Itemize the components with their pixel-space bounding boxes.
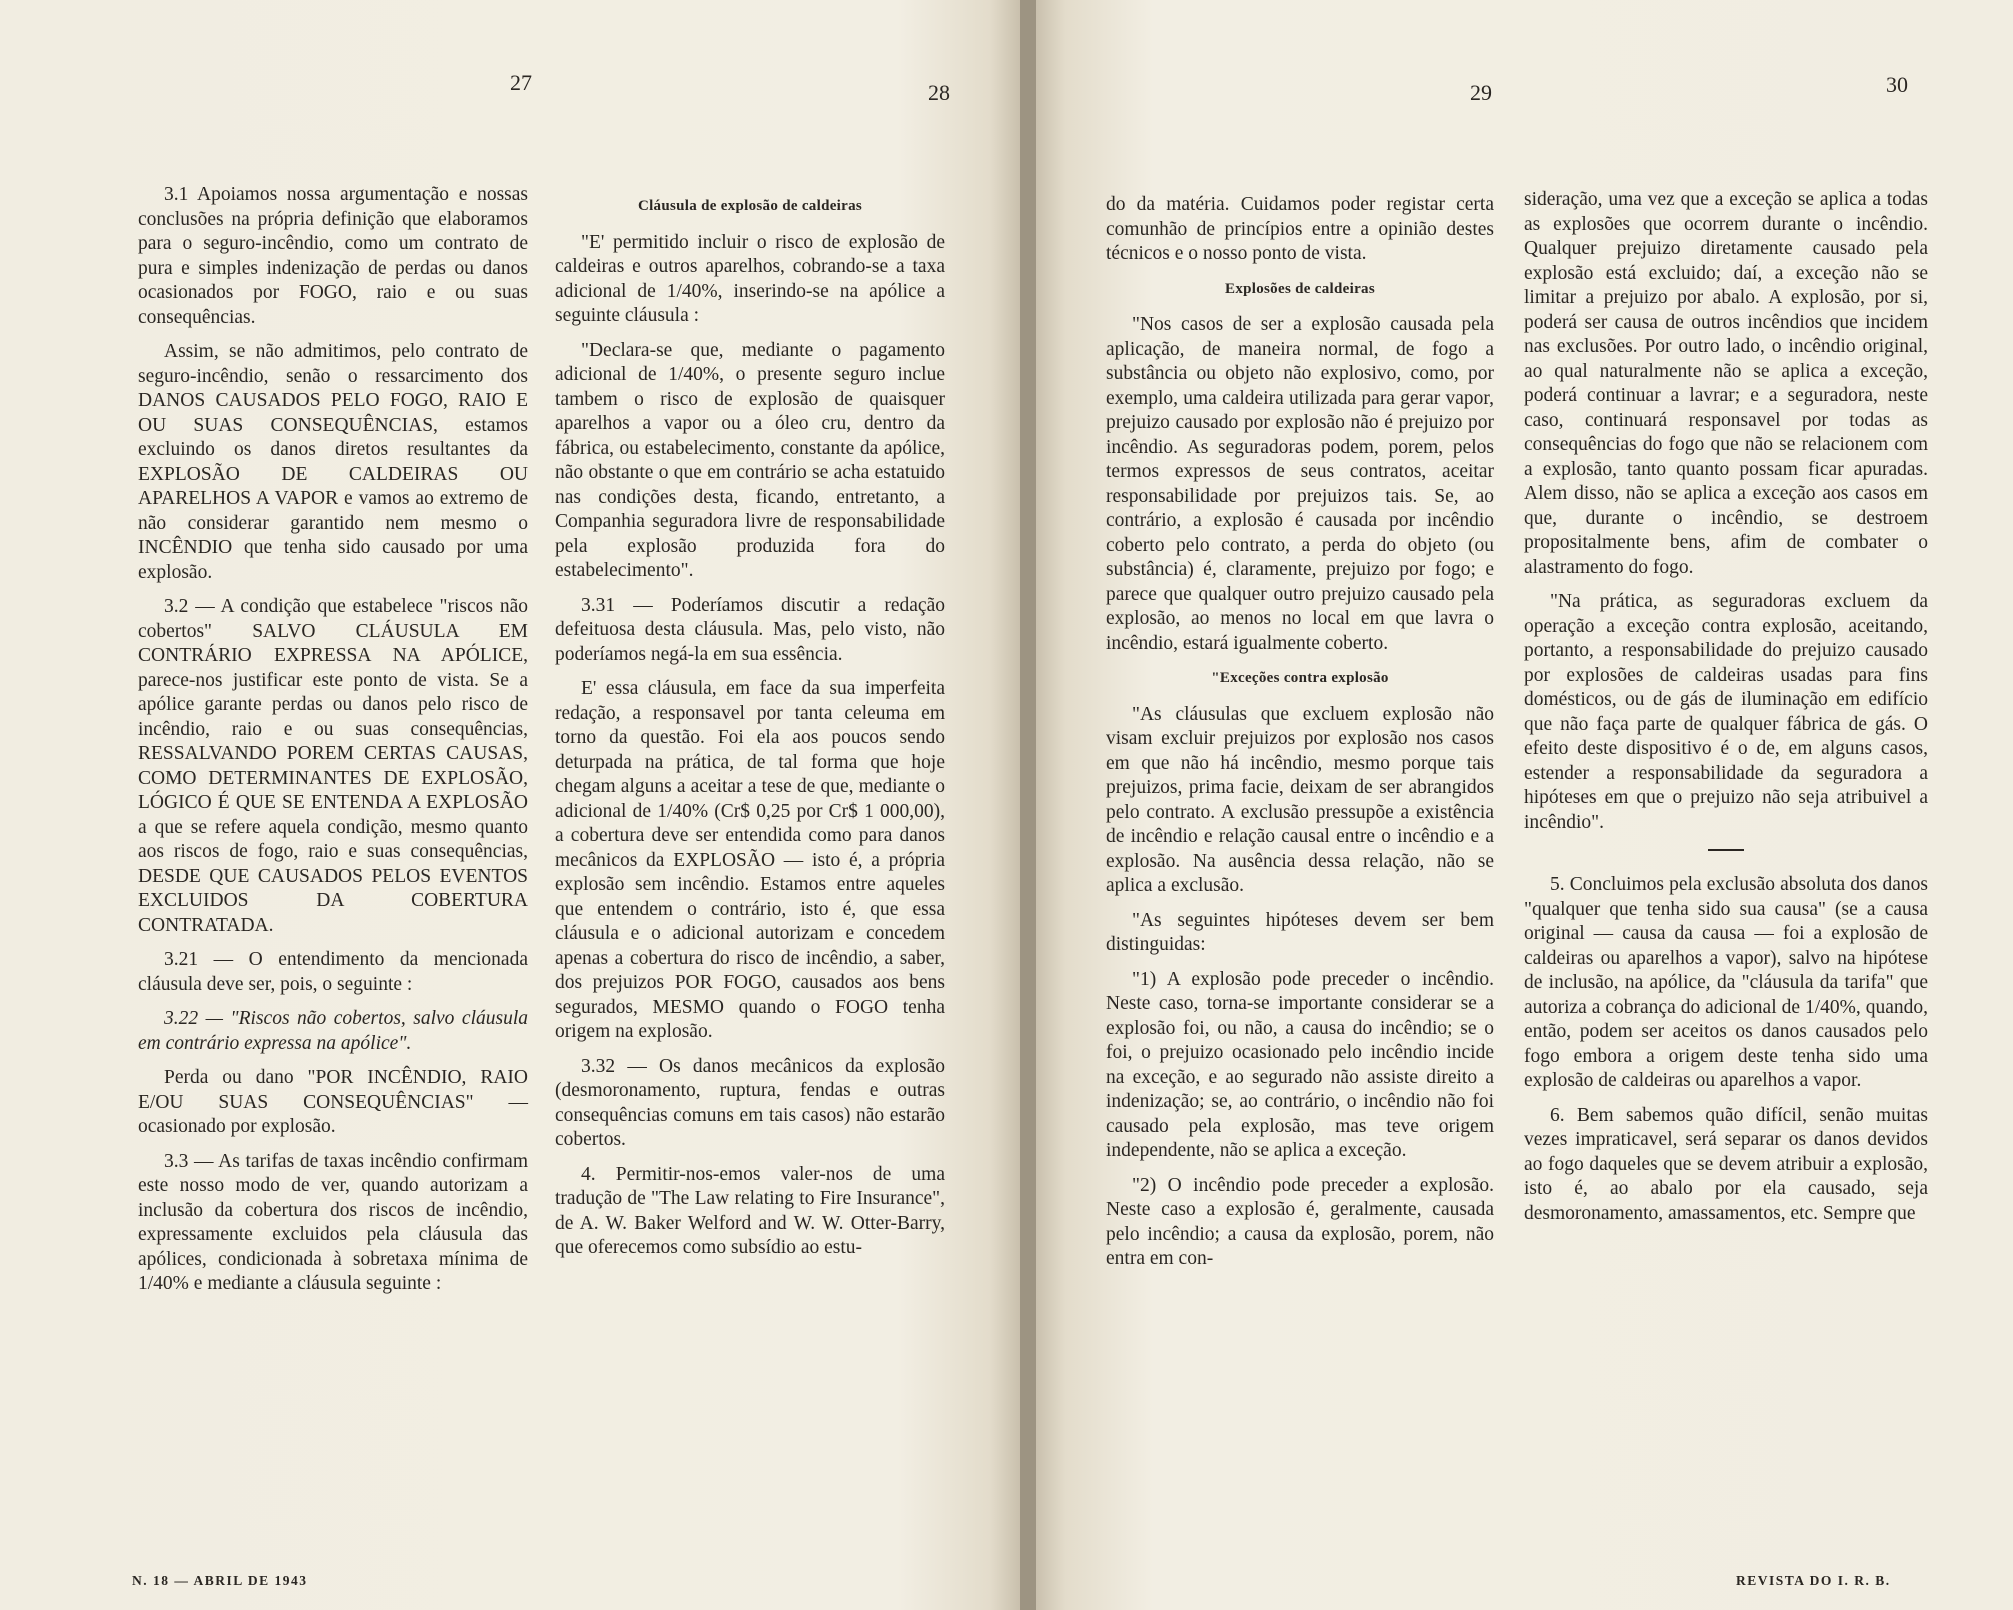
paragraph: 6. Bem sabemos quão difícil, senão muitas vezes impraticavel, será separar os danos devidos ao fogo daqueles que se devem atribuir a explosão, isto é, ao abalo por ela causado, seja desmoronamento, amassamentos, etc. Sempre que xyxy=(1524,1104,1928,1224)
section-divider xyxy=(1708,849,1744,851)
footer-journal: REVISTA DO I. R. B. xyxy=(1736,1573,1891,1588)
paragraph: 4. Permitir-nos-emos valer-nos de uma tradução de "The Law relating to Fire Insurance", de A. W. Baker Welford and W. W. Otter-Barry, que oferecemos como subsídio ao estu- xyxy=(555,1163,945,1258)
paragraph: sideração, uma vez que a exceção se aplica a todas as explosões que ocorrem durante o incêndio. Qualquer prejuizo diretamente causado pela explosão está excluido; daí, a exceção não se limitar a prejuizo por abalo. A explosão, por si, poderá ser causa de outros incêndios que incidem nas exclusões. Por outro lado, o incêndio original, ao qual naturalmente não se aplica a exceção, poderá continuar a lavrar; e a seguradora, neste caso, continuará responsavel por todas as consequências do fogo que não se relacionem com a explosão, tanto quanto possam ficar apuradas. Alem disso, não se aplica a exceção aos casos em que, durante o incêndio, se destroem propositalmente bens, afim de combater o alastramento do fogo. xyxy=(1524,189,1928,578)
paragraph: "2) O incêndio pode preceder a explosão. Neste caso a explosão é, geralmente, causada pelo incêndio; a causa da explosão, porem, não entra em con- xyxy=(1106,1174,1494,1269)
right-page xyxy=(1036,0,2013,1610)
paragraph: 3.2 — A condição que estabelece "riscos não cobertos" SALVO CLÁUSULA EM CONTRÁRIO EXPRESSA NA APÓLICE, parece-nos justificar este ponto de vista. Se a apólice garante perdas ou danos pelo risco de incêndio, raio e ou suas consequências, RESSALVANDO POREM CERTAS CAUSAS, COMO DETERMINANTES DE EXPLOSÃO, LÓGICO É QUE SE ENTENDA A EXPLOSÃO a que se refere aquela condição, mesmo quanto aos riscos de fogo, raio e suas consequências, DESDE QUE CAUSADOS PELOS EVENTOS EXCLUIDOS DA COBERTURA CONTRATADA. xyxy=(138,596,528,936)
paragraph: do da matéria. Cuidamos poder registar certa comunhão de princípios entre a opinião destes técnicos e o nosso ponto de vista. xyxy=(1106,194,1494,264)
section-heading: "Exceções contra explosão xyxy=(1211,670,1389,686)
paragraph: "As seguintes hipóteses devem ser bem distinguidas: xyxy=(1106,909,1494,955)
paragraph: 5. Concluimos pela exclusão absoluta dos danos "qualquer que tenha sido sua causa" (se a causa original — causa da causa — foi a explosão de caldeiras ou aparelhos a vapor), salvo na hipótese de inclusão, na apólice, da "cláusula da tarifa" que autoriza a cobrança do adicional de 1/40%, quando, então, podem ser aceitos os danos causados pelo fogo embora a origem deste tenha sido uma explosão de caldeiras ou aparelhos a vapor. xyxy=(1524,874,1928,1091)
paragraph: 3.1 Apoiamos nossa argumentação e nossas conclusões na própria definição que elaboramos para o seguro-incêndio, como um contrato de pura e simples indenização de perdas ou danos ocasionados por FOGO, raio e ou suas consequências. xyxy=(138,184,528,328)
paragraph: "1) A explosão pode preceder o incêndio. Neste caso, torna-se importante considerar se a explosão foi, ou não, a causa do incêndio; se o foi, o prejuizo ocasionado pelo incêndio incide na exceção, e ao segurado não assiste direito a indenização; se, ao contrário, o incêndio não foi causado pela explosão, mas teve origem independente, não se aplica a exceção. xyxy=(1106,968,1494,1161)
paragraph: "E' permitido incluir o risco de explosão de caldeiras e outros aparelhos, cobrando-se a taxa adicional de 1/40%, inserindo-se na apólice a seguinte cláusula : xyxy=(555,231,945,326)
paragraph: 3.22 — "Riscos não cobertos, salvo cláusula em contrário expressa na apólice". xyxy=(138,1008,528,1054)
paragraph: E' essa cláusula, em face da sua imperfeita redação, a responsavel por tanta celeuma em torno da questão. Foi ela aos poucos sendo deturpada na prática, de tal forma que hoje chegam alguns a aceitar a tese de que, mediante o adicional de 1/40% (Cr$ 0,25 por Cr$ 1 000,00), a cobertura deve ser entendida como para danos mecânicos da EXPLOSÃO — isto é, a própria explosão sem incêndio. Estamos entre aqueles que entendem o contrário, isto é, que essa cláusula e o adicional autorizam e concedem apenas a cobertura do risco de incêndio, a saber, dos prejuizos POR FOGO, causados aos bens segurados, MESMO quando o FOGO tenha origem na explosão. xyxy=(555,678,945,1042)
section-heading: Cláusula de explosão de caldeiras xyxy=(637,198,863,214)
paragraph: 3.21 — O entendimento da mencionada cláusula deve ser, pois, o seguinte : xyxy=(138,949,528,995)
page-29-column xyxy=(1106,193,1494,1282)
paragraph: Perda ou dano "POR INCÊNDIO, RAIO E/OU SUAS CONSEQUÊNCIAS" — ocasionado por explosão. xyxy=(138,1067,528,1137)
page-number-27: 27 xyxy=(510,70,532,95)
book-gutter xyxy=(1020,0,1036,1610)
paragraph: Assim, se não admitimos, pelo contrato de seguro-incêndio, senão o ressarcimento dos DANOS CAUSADOS PELO FOGO, RAIO E OU SUAS CONSEQUÊNCIAS, estamos excluindo os danos diretos resultantes da EXPLOSÃO DE CALDEIRAS OU APARELHOS A VAPOR e vamos ao extremo de não considerar garantido nem mesmo o INCÊNDIO que tenha sido causado por uma explosão. xyxy=(138,341,528,583)
section-heading: Explosões de caldeiras xyxy=(1225,280,1375,297)
page-number-30: 30 xyxy=(1886,72,1908,97)
paragraph: "As cláusulas que excluem explosão não visam excluir prejuizos por explosão nos casos em que não há incêndio, mesmo porque tais prejuizos, prima facie, deixam de ser abrangidos pelo contrato. A exclusão pressupõe a existência de incêndio e relação causal entre o incêndio e a explosão. Na ausência dessa relação, não se aplica a exclusão. xyxy=(1106,703,1494,896)
paragraph: 3.3 — As tarifas de taxas incêndio confirmam este nosso modo de ver, quando autorizam a inclusão da cobertura dos riscos de incêndio, expressamente excluidos pela cláusula das apólices, condicionada à sobretaxa mínima de 1/40% e mediante a cláusula seguinte : xyxy=(138,1150,528,1294)
footer-issue: N. 18 — ABRIL DE 1943 xyxy=(132,1573,308,1588)
paragraph: "Na prática, as seguradoras excluem da operação a exceção contra explosão, aceitando, portanto, a responsabilidade do prejuizo causado por explosões de caldeiras usadas para fins domésticos, ou de gás de iluminação em edifício que não faça parte de qualquer fábrica de gás. O efeito deste dispositivo é o de, em alguns casos, estender a responsabilidade da seguradora a hipóteses em que o prejuizo não seja atribuivel a incêndio". xyxy=(1524,591,1928,833)
page-27-column xyxy=(138,183,528,1307)
paragraph: 3.31 — Poderíamos discutir a redação defeituosa desta cláusula. Mas, pelo visto, não poderíamos negá-la em sua essência. xyxy=(555,594,945,665)
paragraph: 3.32 — Os danos mecânicos da explosão (desmoronamento, ruptura, fendas e outras consequências comuns em tais casos) não estarão cobertos. xyxy=(555,1055,945,1150)
page-number-28: 28 xyxy=(928,80,950,105)
page-number-29: 29 xyxy=(1470,80,1492,105)
page-30-column xyxy=(1524,188,1928,1236)
paragraph: "Declara-se que, mediante o pagamento adicional de 1/40%, o presente seguro inclue tambem o risco de explosão de quaisquer aparelhos a vapor ou a óleo cru, dentro da fábrica, ou estabelecimento, constante da apólice, não obstante o que em contrário se acha estatuido nas condições desta, ficando, entretanto, a Companhia seguradora livre de responsabilidade pela explosão produzida fora do estabelecimento". xyxy=(555,339,945,581)
paragraph: "Nos casos de ser a explosão causada pela aplicação, de maneira normal, de fogo a substância ou objeto não explosivo, como, por exemplo, uma caldeira utilizada para gerar vapor, prejuizo causado por explosão não é prejuizo por incêndio. As seguradoras podem, porem, pelos termos expressos de seus contratos, aceitar responsabilidade por prejuizos tais. Se, ao contrário, a explosão é causada por incêndio coberto pelo contrato, a perda do objeto (ou substância) é, claramente, prejuizo por fogo; e parece que qualquer outro prejuizo causado pela explosão, ao menos no local em que lavra o incêndio, estará igualmente coberto. xyxy=(1106,314,1494,654)
page-28-column xyxy=(555,190,945,1271)
